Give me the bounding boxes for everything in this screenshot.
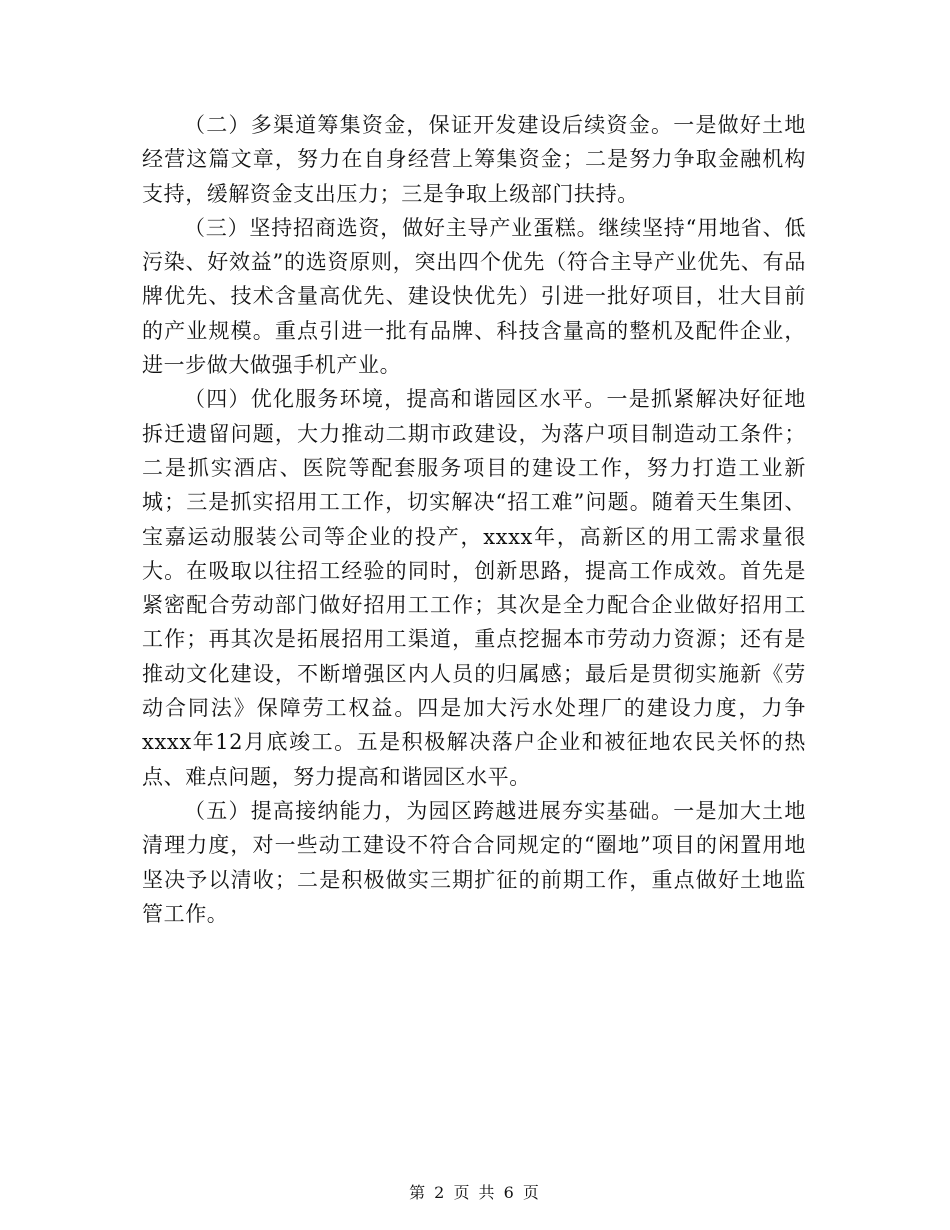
- paragraph-investment: （三）坚持招商选资，做好主导产业蛋糕。继续坚持“用地省、低污染、好效益”的选资原则，突出四个优先（符合主导产业优先、有品牌优先、技术含量高优先、建设快优先）引进一批好项目，壮大目前的产业规模。重点引进一批有品牌、科技含量高的整机及配件企业，进一步做大做强手机产业。: [142, 215, 806, 378]
- document-body: [142, 108, 806, 931]
- paragraph-capacity: （五）提高接纳能力，为园区跨越进展夯实基础。一是加大土地清理力度，对一些动工建设不符合合同规定的“圈地”项目的闲置用地坚决予以清收；二是积极做实三期扩征的前期工作，重点做好土地监管工作。: [142, 798, 806, 926]
- paragraph-funding: （二）多渠道筹集资金，保证开发建设后续资金。一是做好土地经营这篇文章，努力在自身经营上筹集资金；二是努力争取金融机构支持，缓解资金支出压力；三是争取上级部门扶持。: [142, 113, 806, 206]
- page-number-footer: 第 2 页 共 6 页: [409, 1183, 541, 1202]
- paragraph-service-environment: （四）优化服务环境，提高和谐园区水平。一是抓紧解决好征地拆迁遗留问题，大力推动二期市政建设，为落户项目制造动工条件；二是抓实酒店、医院等配套服务项目的建设工作，努力打造工业新城；三是抓实招用工工作，切实解决“招工难”问题。随着天生集团、宝嘉运动服装公司等企业的投产，xxxx年，高新区的用工需求量很大。在吸取以往招工经验的同时，创新思路，提高工作成效。首先是紧密配合劳动部门做好招用工工作；其次是全力配合企业做好招用工工作；再其次是拓展招用工渠道，重点挖掘本市劳动力资源；还有是推动文化建设，不断增强区内人员的归属感；最后是贯彻实施新《劳动合同法》保障劳工权益。四是加大污水处理厂的建设力度，力争xxxx年12月底竣工。五是积极解决落户企业和被征地农民关怀的热点、难点问题，努力提高和谐园区水平。: [142, 387, 806, 789]
